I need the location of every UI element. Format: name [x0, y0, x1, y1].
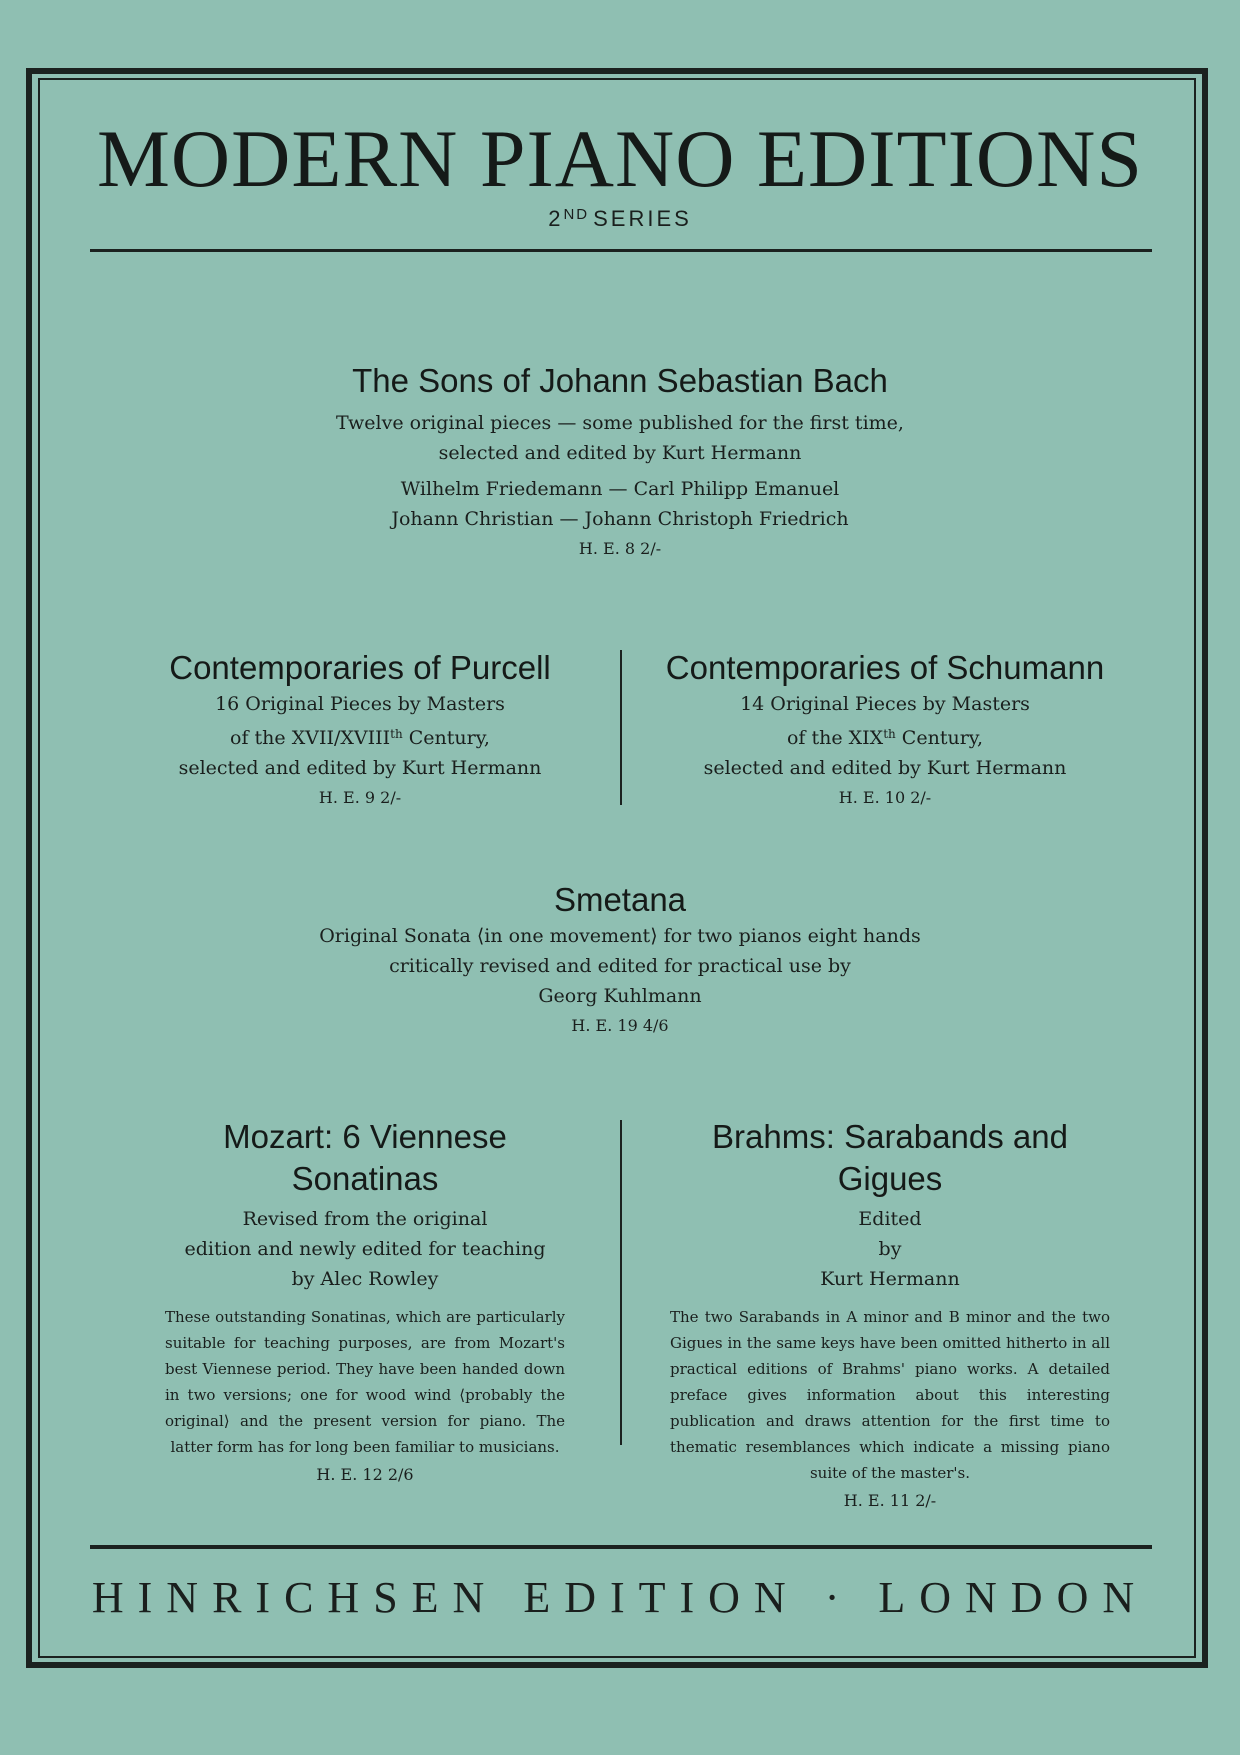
series-ordinal-suffix: ND: [563, 206, 590, 223]
smetana-catalog-code: H. E. 19 4/6: [571, 1016, 669, 1035]
bach-line: Wilhelm Friedemann — Carl Philipp Emanuel: [400, 478, 840, 500]
purcell-heading: Contemporaries of Purcell: [169, 649, 551, 686]
brahms-catalog-code: H. E. 11 2/-: [843, 1491, 937, 1510]
mozart-catalog-code: H. E. 12 2/6: [316, 1465, 414, 1484]
schumann-heading: Contemporaries of Schumann: [665, 649, 1105, 686]
page-title: MODERN PIANO EDITIONS: [97, 113, 1143, 204]
brahms-description: The two Sarabands in A minor and B minor and the two Gigues in the same keys have been omitted hitherto in all practical editions of Brahms' piano works. A detailed preface gives information about this interesting publication and draws attention for the first time to thematic resemblances which indicate a missing piano suite of the master's.: [670, 1308, 1110, 1482]
purcell-line: selected and edited by Kurt Hermann: [178, 757, 542, 779]
bach-line: selected and edited by Kurt Hermann: [438, 442, 802, 464]
mozart-line: edition and newly edited for teaching: [184, 1238, 546, 1260]
brahms-line: Kurt Hermann: [820, 1268, 960, 1290]
series-label: [0, 206, 1240, 232]
brahms-line: Edited: [858, 1208, 922, 1230]
top-rule: [90, 249, 1152, 252]
mozart-line: Revised from the original: [242, 1208, 488, 1230]
section-brahms: [660, 1116, 1120, 1516]
smetana-heading: Smetana: [553, 881, 687, 918]
mozart-line: by Alec Rowley: [291, 1268, 439, 1290]
section-schumann: [640, 647, 1130, 813]
schumann-line: selected and edited by Kurt Hermann: [703, 757, 1067, 779]
section-mozart: [150, 1116, 580, 1490]
bach-catalog-code: H. E. 8 2/-: [578, 539, 662, 558]
smetana-line: Georg Kuhlmann: [538, 985, 702, 1007]
publisher-imprint: HINRICHSEN EDITION · LONDON: [91, 1573, 1149, 1622]
smetana-line: Original Sonata ⟨in one movement⟩ for two pianos eight hands: [319, 925, 921, 947]
schumann-line: 14 Original Pieces by Masters: [740, 693, 1030, 715]
schumann-line: of the XIXth Century,: [786, 727, 984, 749]
bach-heading: The Sons of Johann Sebastian Bach: [352, 362, 888, 399]
brahms-line: by: [878, 1238, 902, 1260]
purcell-catalog-code: H. E. 9 2/-: [318, 788, 402, 807]
schumann-catalog-code: H. E. 10 2/-: [838, 788, 932, 807]
series-word: SERIES: [593, 206, 692, 231]
mozart-description: These outstanding Sonatinas, which are particularly suitable for teaching purposes, are from Mozart's best Viennese period. They have been handed down in two versions; one for wood wind ⟨probably the original⟩ and the present version for piano. The latter form has for long been familiar to musicians.: [165, 1308, 565, 1456]
column-divider: [620, 1120, 622, 1445]
smetana-line: critically revised and edited for practical use by: [389, 955, 851, 977]
purcell-line: of the XVII/XVIIIth Century,: [230, 727, 490, 749]
bottom-rule: [90, 1545, 1152, 1549]
section-purcell: [120, 647, 600, 813]
mozart-heading: Mozart: 6 Viennese Sonatinas: [223, 1118, 507, 1197]
section-smetana: [240, 879, 1000, 1041]
bach-line: Twelve original pieces — some published for the first time,: [336, 412, 904, 434]
bach-line: Johann Christian — Johann Christoph Friedrich: [391, 508, 849, 530]
column-divider: [620, 650, 622, 805]
section-bach: [240, 360, 1000, 564]
series-ordinal: 2: [548, 206, 564, 231]
brahms-heading: Brahms: Sarabands and Gigues: [712, 1118, 1068, 1197]
purcell-line: 16 Original Pieces by Masters: [215, 693, 505, 715]
